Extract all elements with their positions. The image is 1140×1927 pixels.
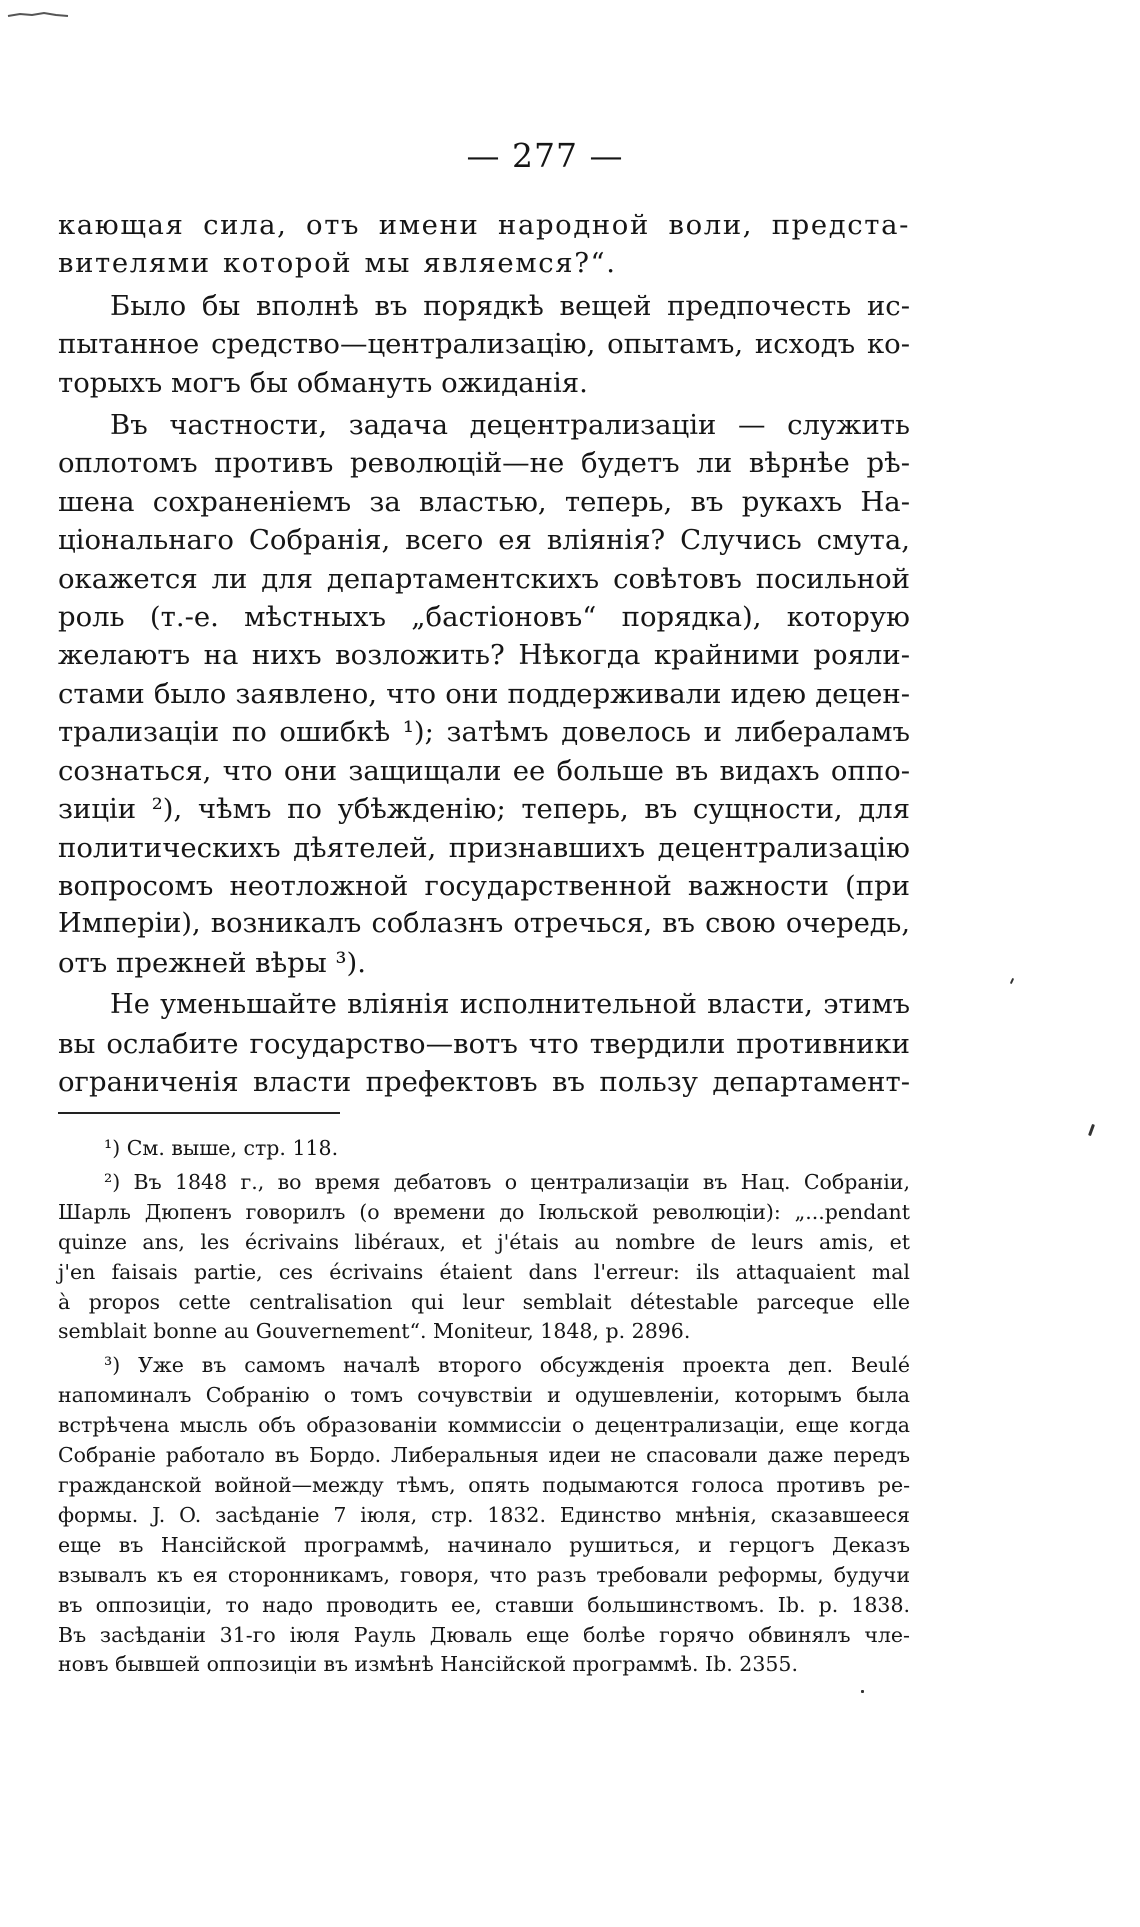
text-line: отъ прежней вѣры ³). bbox=[58, 946, 366, 979]
footnote-line: Шарль Дюпенъ говорилъ (о времени до Іюльской революціи): „...pendant bbox=[58, 1199, 910, 1224]
text-line: шена сохраненіемъ за властью, теперь, въ рукахъ На- bbox=[58, 485, 910, 518]
footnote-line: напоминалъ Собранію о томъ сочувствіи и одушевленіи, которымъ была bbox=[58, 1383, 910, 1408]
footnote-separator bbox=[58, 1112, 340, 1114]
text-line: Было бы вполнѣ въ порядкѣ вещей предпочесть ис- bbox=[110, 289, 910, 322]
text-line: трализаціи по ошибкѣ ¹); затѣмъ довелось и либераламъ bbox=[58, 716, 910, 749]
ink-speck bbox=[1010, 978, 1014, 984]
footnote-line: встрѣчена мысль объ образованіи коммиссіи о децентрализаціи, еще когда bbox=[58, 1413, 910, 1438]
text-line: ограниченія власти префектовъ въ пользу департамент- bbox=[58, 1065, 910, 1098]
text-line: роль (т.-е. мѣстныхъ „бастіоновъ“ порядка), которую bbox=[58, 601, 910, 634]
text-line: ціональнаго Собранія, всего ея вліянія? Случись смута, bbox=[58, 524, 910, 557]
text-line: кающая сила, отъ имени народной воли, предста- bbox=[58, 209, 910, 241]
footnote-line: ¹) См. выше, стр. 118. bbox=[104, 1136, 339, 1160]
footnote-line: quinze ans, les écrivains libéraux, et j'étais au nombre de leurs amis, et bbox=[58, 1229, 910, 1254]
text-line: политическихъ дѣятелей, признавшихъ децентрализацію bbox=[58, 831, 910, 864]
text-line: Въ частности, задача децентрализаціи — служить bbox=[110, 409, 910, 442]
ink-speck bbox=[1088, 1124, 1095, 1136]
text-line: торыхъ могъ бы обмануть ожиданія. bbox=[58, 366, 588, 399]
text-line: Не уменьшайте вліянія исполнительной власти, этимъ bbox=[110, 989, 910, 1021]
footnote-line: еще въ Нансійской программѣ, начинало рушиться, и герцогъ Деказъ bbox=[58, 1532, 910, 1557]
footnotes bbox=[58, 1134, 910, 1680]
page-number: — 277 — bbox=[466, 136, 624, 175]
footnote-line: ³) Уже въ самомъ началѣ второго обсужденія проекта деп. Beulé bbox=[104, 1353, 910, 1378]
text-line: желаютъ на нихъ возложить? Нѣкогда крайними рояли- bbox=[58, 639, 910, 672]
text-line: зиціи ²), чѣмъ по убѣжденію; теперь, въ сущности, для bbox=[58, 793, 910, 826]
text-line: вителями которой мы являемся?“. bbox=[58, 247, 617, 280]
text-line: окажется ли для департаментскихъ совѣтовъ посильной bbox=[58, 562, 910, 595]
text-line: вы ослабите государство—вотъ что твердили противники bbox=[58, 1027, 910, 1060]
text-line: оплотомъ противъ революцій—не будетъ ли вѣрнѣе рѣ- bbox=[58, 447, 910, 480]
footnote-line: ²) Въ 1848 г., во время дебатовъ о централизаціи въ Нац. Собраніи, bbox=[104, 1169, 910, 1194]
text-line: Имперіи), возникалъ соблазнъ отречься, въ свою очередь, bbox=[58, 908, 910, 940]
corner-ink-mark bbox=[6, 10, 72, 20]
footnote-line: въ оппозиціи, то надо проводить ее, ставши большинствомъ. Ib. p. 1838. bbox=[58, 1592, 910, 1617]
footnote-line: формы. J. O. засѣданіе 7 іюля, стр. 1832. Единство мнѣнія, сказавшееся bbox=[58, 1502, 910, 1527]
footnote-line: новъ бывшей оппозиціи въ измѣнѣ Нансійской программѣ. Ib. 2355. bbox=[58, 1652, 798, 1677]
footnote-line: гражданской войной—между тѣмъ, опять подымаются голоса противъ ре- bbox=[58, 1472, 910, 1497]
text-line: сознаться, что они защищали ее больше въ видахъ оппо- bbox=[58, 754, 910, 787]
footnote-line: j'en faisais partie, ces écrivains étaient dans l'erreur: ils attaquaient mal bbox=[58, 1259, 910, 1284]
text-line: пытанное средство—централизацію, опытамъ, исходъ ко- bbox=[58, 328, 910, 361]
text-line: вопросомъ неотложной государственной важности (при bbox=[58, 869, 910, 902]
footnote-line: semblait bonne au Gouvernement“. Moniteur, 1848, p. 2896. bbox=[58, 1319, 691, 1344]
footnote-line: Собраніе работало въ Бордо. Либеральныя идеи не спасовали даже передъ bbox=[58, 1443, 910, 1468]
ink-speck bbox=[861, 1690, 864, 1693]
footnote-line: à propos cette centralisation qui leur semblait détestable parceque elle bbox=[58, 1289, 910, 1314]
body-text bbox=[58, 206, 910, 1101]
footnote-line: взывалъ къ ея сторонникамъ, говоря, что разъ требовали реформы, будучи bbox=[58, 1562, 910, 1587]
footnote-line: Въ засѣданіи 31-го іюля Рауль Дюваль еще болѣе горячо обвинялъ чле- bbox=[58, 1622, 910, 1647]
text-line: стами было заявлено, что они поддерживали идею децен- bbox=[58, 677, 910, 710]
